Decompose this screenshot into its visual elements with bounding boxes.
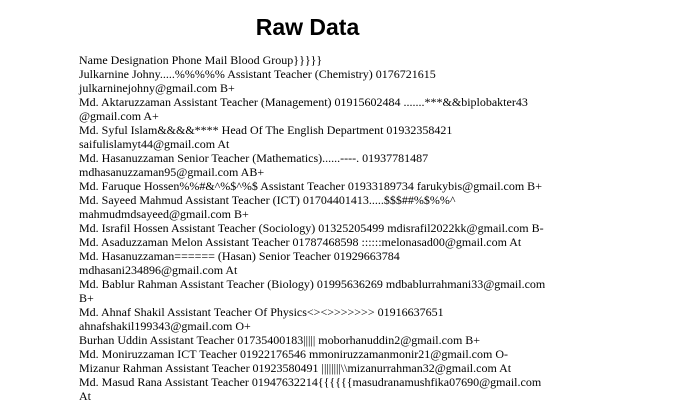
text-line: @gmail.com A+ — [79, 109, 159, 123]
text-line: Md. Masud Rana Assistant Teacher 01947632214{{{{{{masudranamushfika07690@gmail.com — [79, 375, 542, 389]
text-line: Md. Ahnaf Shakil Assistant Teacher Of Physics<><>>>>>>> 01916637651 — [79, 305, 444, 319]
text-line: Mizanur Rahman Assistant Teacher 01923580491 ||||||||\\mizanurrahman32@gmail.com At — [79, 361, 512, 375]
text-line: Name Designation Phone Mail Blood Group}}}}} — [79, 53, 323, 67]
text-line: Md. Syful Islam&&&&**** Head Of The English Department 01932358421 — [79, 123, 453, 137]
text-line: julkarninejohny@gmail.com B+ — [79, 81, 235, 95]
text-line: mahmudmdsayeed@gmail.com B+ — [79, 207, 249, 221]
text-line: Md. Aktaruzzaman Assistant Teacher (Management) 01915602484 .......***&&biplobakter43 — [79, 95, 528, 109]
text-line: Burhan Uddin Assistant Teacher 01735400183||||| moborhanuddin2@gmail.com B+ — [79, 333, 481, 347]
document-title: Raw Data — [255, 14, 360, 40]
text-line: mdhasani234896@gmail.com At — [79, 263, 238, 277]
text-line: Julkarnine Johny.....%%%%% Assistant Teacher (Chemistry) 0176721615 — [79, 67, 436, 81]
text-line: Md. Asaduzzaman Melon Assistant Teacher 01787468598 ::::::melonasad00@gmail.com At — [79, 235, 522, 249]
text-line: Md. Israfil Hossen Assistant Teacher (Sociology) 01325205499 mdisrafil2022kk@gmail.com B- — [79, 221, 544, 235]
text-line: mdhasanuzzaman95@gmail.com AB+ — [79, 165, 265, 179]
text-line: saifulislamyt44@gmail.com At — [79, 137, 230, 151]
text-line: Md. Moniruzzaman ICT Teacher 01922176546 mmoniruzzamanmonir21@gmail.com O- — [79, 347, 508, 361]
text-line: At — [79, 389, 91, 403]
text-line: B+ — [79, 291, 94, 305]
text-line: Md. Faruque Hossen%%#&^%$^%$ Assistant Teacher 01933189734 farukybis@gmail.com B+ — [79, 179, 542, 193]
raw-data-text — [79, 53, 669, 403]
text-line: Md. Bablur Rahman Assistant Teacher (Biology) 01995636269 mdbablurrahmani33@gmail.com — [79, 277, 546, 291]
text-line: Md. Sayeed Mahmud Assistant Teacher (ICT) 01704401413.....$$$##%$%%^ — [79, 193, 456, 207]
text-line: ahnafshakil199343@gmail.com O+ — [79, 319, 251, 333]
text-line: Md. Hasanuzzaman Senior Teacher (Mathematics)......----. 01937781487 — [79, 151, 429, 165]
text-line: Md. Hasanuzzaman====== (Hasan) Senior Teacher 01929663784 — [79, 249, 400, 263]
